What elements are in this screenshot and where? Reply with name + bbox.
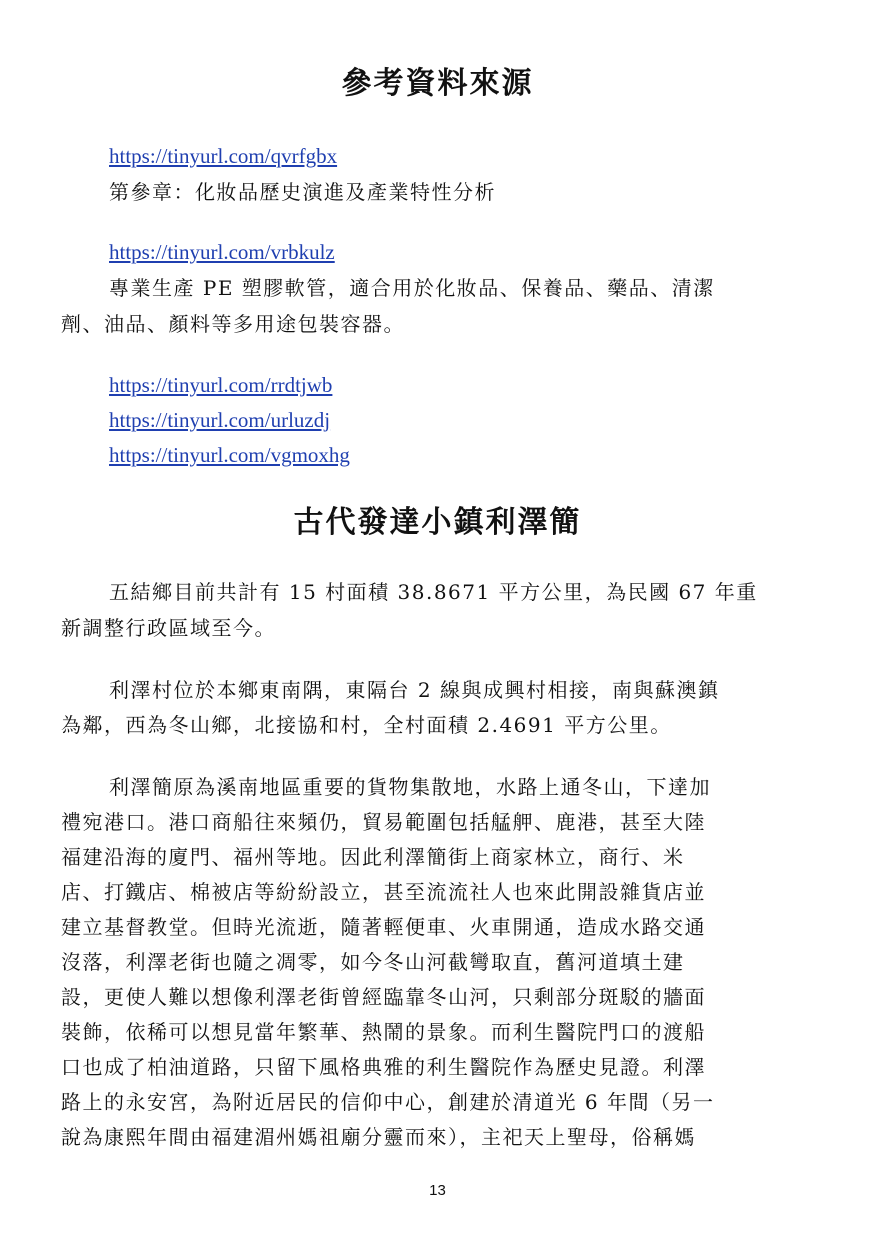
paragraph-3-line-11: 說為康熙年間由福建湄州媽祖廟分靈而來），主祀天上聖母，俗稱媽 — [61, 1125, 696, 1149]
paragraph-3-line-6: 沒落，利澤老街也隨之凋零，如今冬山河截彎取直，舊河道填土建 — [61, 950, 685, 974]
paragraph-1-line-2: 新調整行政區域至今。 — [61, 616, 276, 640]
paragraph-1-line-1: 五結鄉目前共計有 15 村面積 38.8671 平方公里，為民國 67 年重 — [109, 580, 758, 604]
paragraph-3-line-8: 裝飾，依稀可以想見當年繁華、熱鬧的景象。而利生醫院門口的渡船 — [61, 1020, 706, 1044]
paragraph-3-line-10: 路上的永安宮，為附近居民的信仰中心，創建於清道光 6 年間（另一 — [61, 1090, 715, 1114]
section-title-lizejian: 古代發達小鎮利澤簡 — [293, 505, 582, 540]
page-number: 13 — [429, 1182, 446, 1199]
reference-description-2-line-1: 專業生產 PE 塑膠軟管，適合用於化妝品、保養品、藥品、清潔 — [109, 276, 715, 300]
reference-description-2-line-2: 劑、油品、顏料等多用途包裝容器。 — [61, 312, 405, 336]
paragraph-2-line-1: 利澤村位於本鄉東南隅，東隔台 2 線與成興村相接，南與蘇澳鎮 — [109, 678, 720, 702]
reference-description-1: 第參章：化妝品歷史演進及產業特性分析 — [109, 180, 496, 204]
reference-link-3[interactable]: https://tinyurl.com/rrdtjwb — [109, 373, 333, 397]
reference-link-1[interactable]: https://tinyurl.com/qvrfgbx — [109, 144, 338, 168]
paragraph-2-line-2: 為鄰，西為冬山鄉，北接協和村，全村面積 2.4691 平方公里。 — [61, 713, 672, 737]
paragraph-3-line-5: 建立基督教堂。但時光流逝，隨著輕便車、火車開通，造成水路交通 — [61, 915, 706, 939]
reference-link-5[interactable]: https://tinyurl.com/vgmoxhg — [109, 443, 350, 467]
section-title-references: 參考資料來源 — [341, 66, 534, 101]
reference-link-4[interactable]: https://tinyurl.com/urluzdj — [109, 408, 331, 432]
paragraph-3-line-9: 口也成了柏油道路，只留下風格典雅的利生醫院作為歷史見證。利澤 — [61, 1055, 706, 1079]
paragraph-3-line-4: 店、打鐵店、棉被店等紛紛設立，甚至流流社人也來此開設雜貨店並 — [61, 880, 706, 904]
paragraph-3-line-2: 禮宛港口。港口商船往來頻仍，貿易範圍包括艋舺、鹿港，甚至大陸 — [61, 810, 706, 834]
paragraph-3-line-7: 設，更使人難以想像利澤老街曾經臨靠冬山河，只剩部分斑駁的牆面 — [61, 985, 706, 1009]
paragraph-3-line-1: 利澤簡原為溪南地區重要的貨物集散地，水路上通冬山，下達加 — [109, 775, 711, 799]
paragraph-3-line-3: 福建沿海的廈門、福州等地。因此利澤簡街上商家林立，商行、米 — [61, 845, 685, 869]
reference-link-2[interactable]: https://tinyurl.com/vrbkulz — [109, 240, 335, 264]
